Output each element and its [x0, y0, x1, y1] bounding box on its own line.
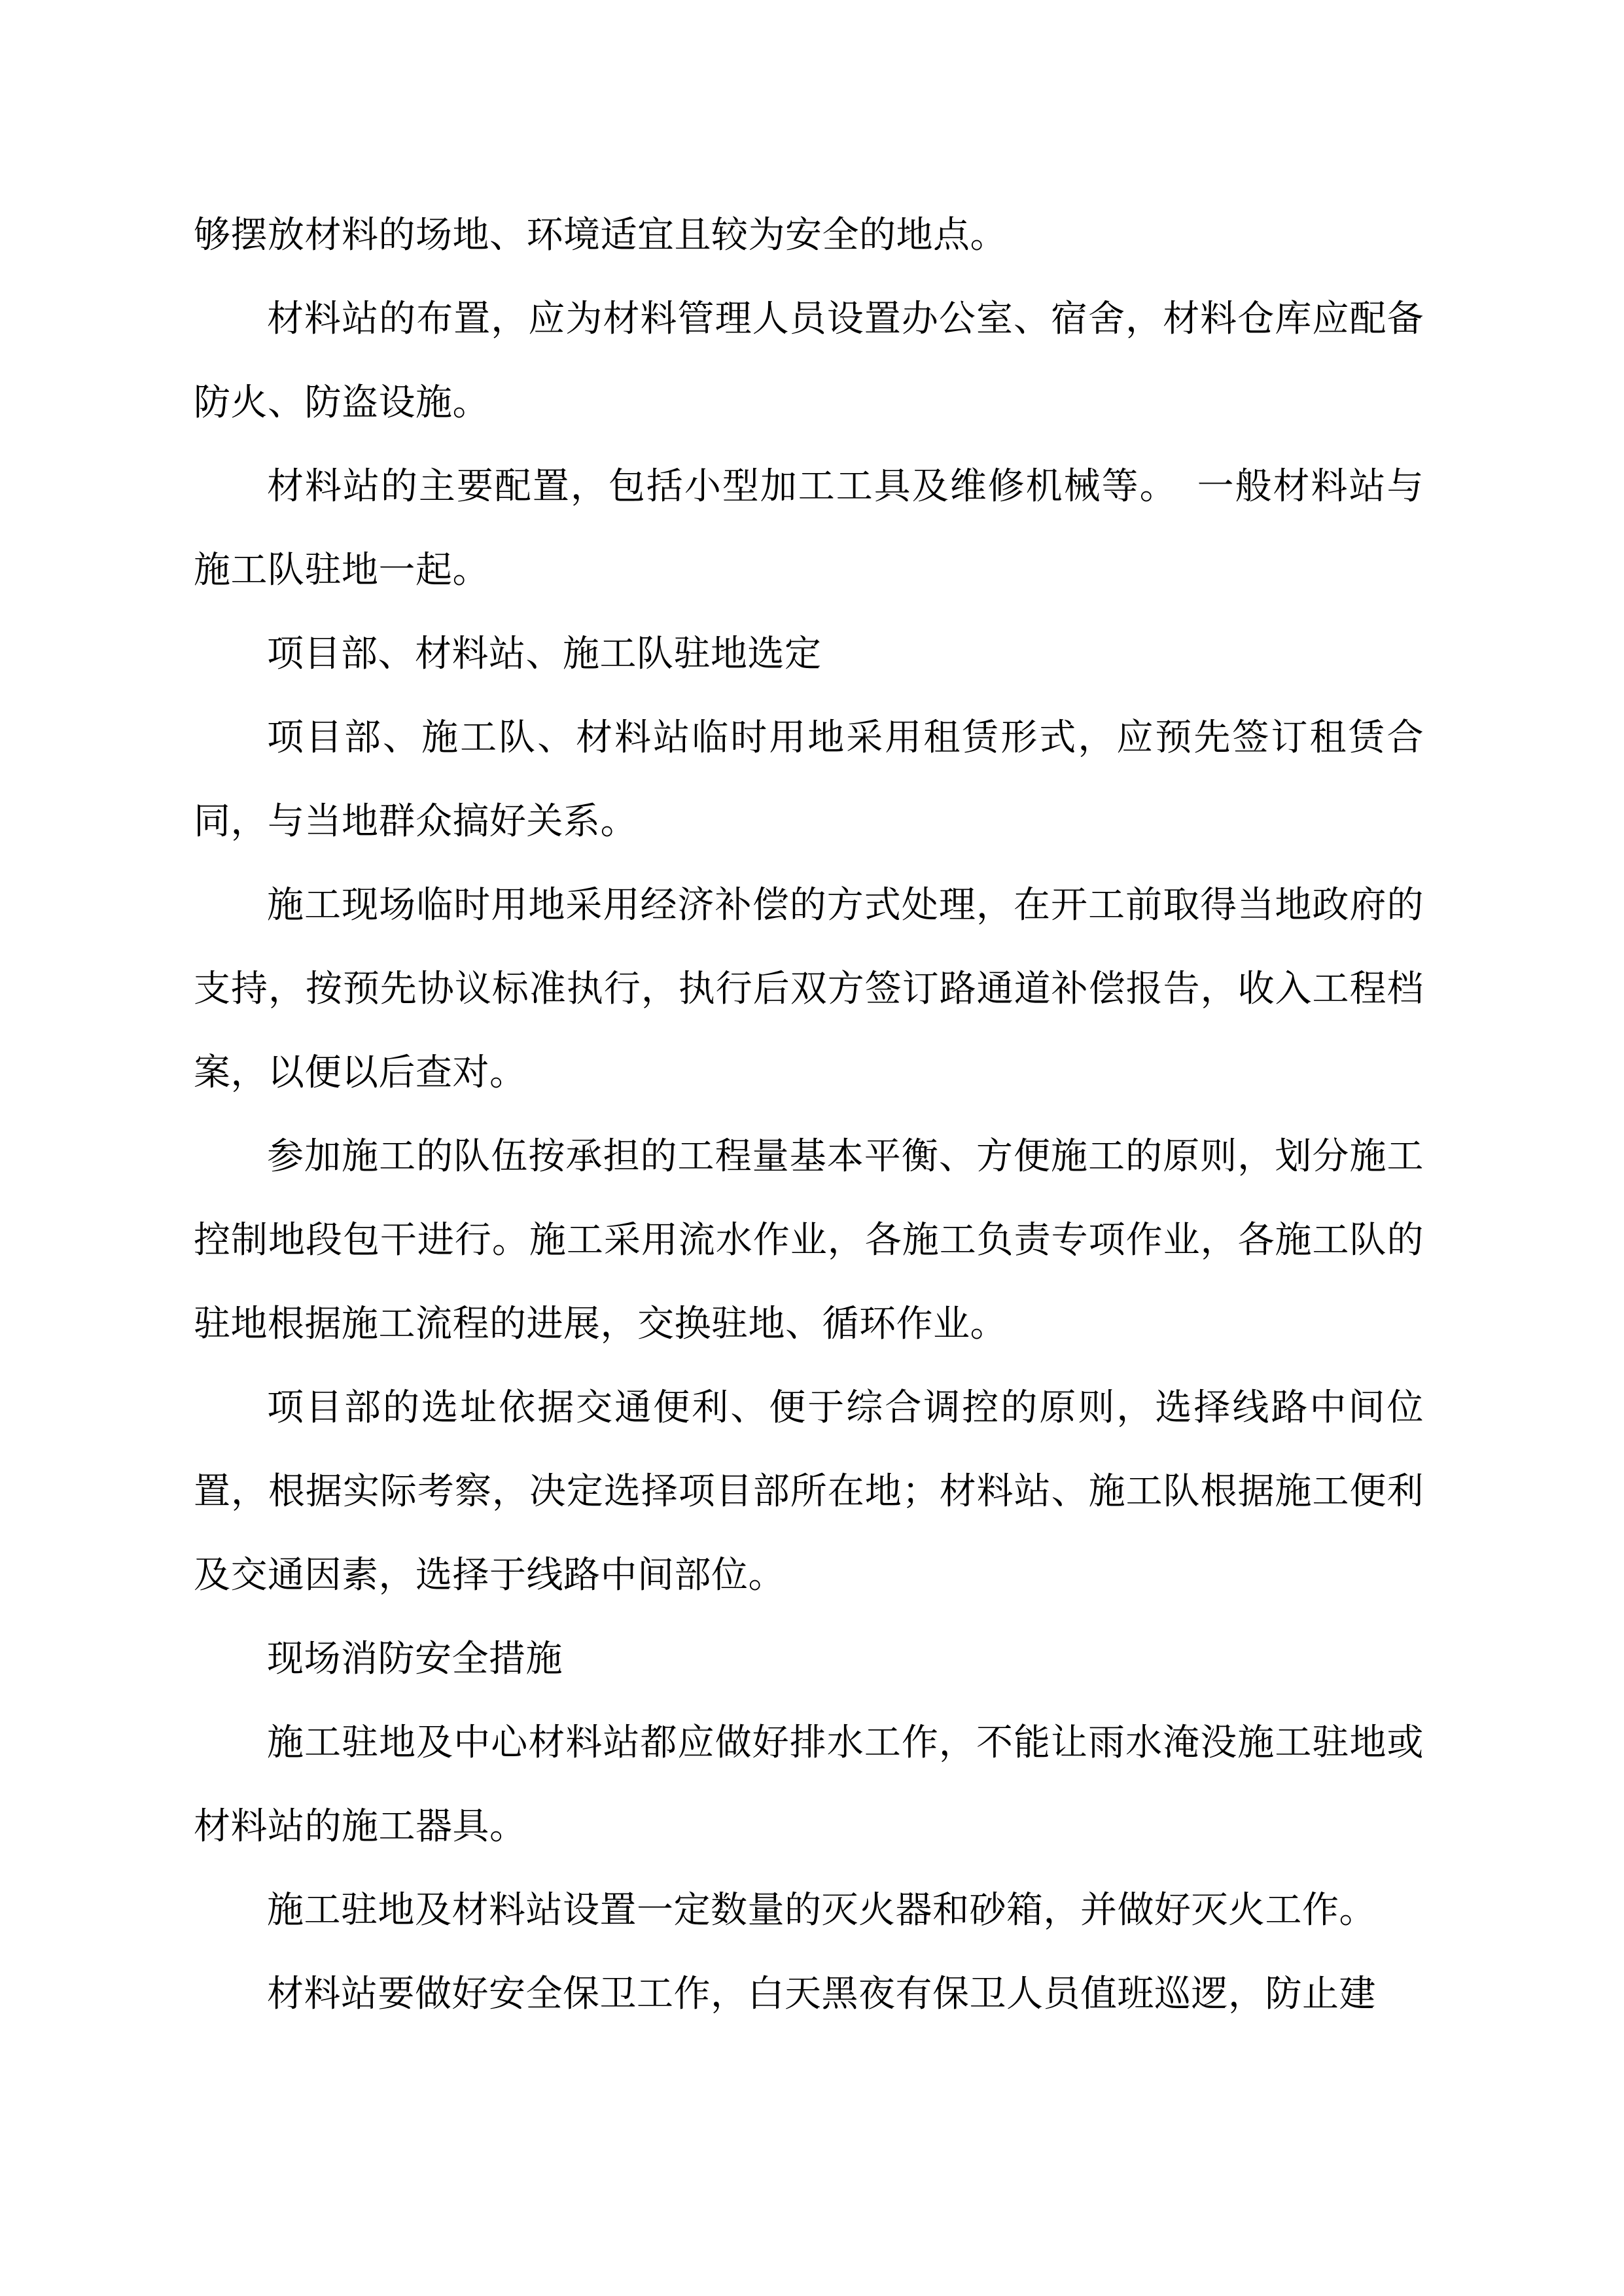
paragraph: 项目部的选址依据交通便利、便于综合调控的原则，选择线路中间位置，根据实际考察，决定选择项目部所在地；材料站、施工队根据施工便利及交通因素，选择于线路中间部位。 [194, 1386, 1424, 1597]
section-heading: 项目部、材料站、施工队驻地选定 [267, 633, 822, 675]
section-heading: 现场消防安全措施 [267, 1638, 563, 1680]
paragraph: 够摆放材料的场地、环境适宜且较为安全的地点。 [194, 214, 1007, 256]
paragraph: 材料站的布置，应为材料管理人员设置办公室、宿舍，材料仓库应配备防火、防盗设施。 [194, 298, 1424, 424]
paragraph: 材料站的主要配置，包括小型加工工具及维修机械等。 一般材料站与施工队驻地一起。 [194, 465, 1424, 592]
paragraph: 施工驻地及中心材料站都应做好排水工作，不能让雨水淹没施工驻地或材料站的施工器具。 [194, 1722, 1424, 1848]
paragraph: 材料站要做好安全保卫工作，白天黑夜有保卫人员值班巡逻，防止建 [267, 1973, 1376, 2015]
paragraph: 参加施工的队伍按承担的工程量基本平衡、方便施工的原则，划分施工控制地段包干进行。施工采用流水作业，各施工负责专项作业，各施工队的驻地根据施工流程的进展，交换驻地、循环作业。 [194, 1135, 1424, 1345]
document-body [194, 194, 1424, 2036]
paragraph: 施工驻地及材料站设置一定数量的灭火器和砂箱，并做好灭火工作。 [267, 1889, 1376, 1932]
paragraph: 项目部、施工队、材料站临时用地采用租赁形式，应预先签订租赁合同，与当地群众搞好关系。 [194, 716, 1424, 843]
paragraph: 施工现场临时用地采用经济补偿的方式处理，在开工前取得当地政府的支持，按预先协议标准执行，执行后双方签订路通道补偿报告，收入工程档案，以便以后查对。 [194, 884, 1424, 1094]
